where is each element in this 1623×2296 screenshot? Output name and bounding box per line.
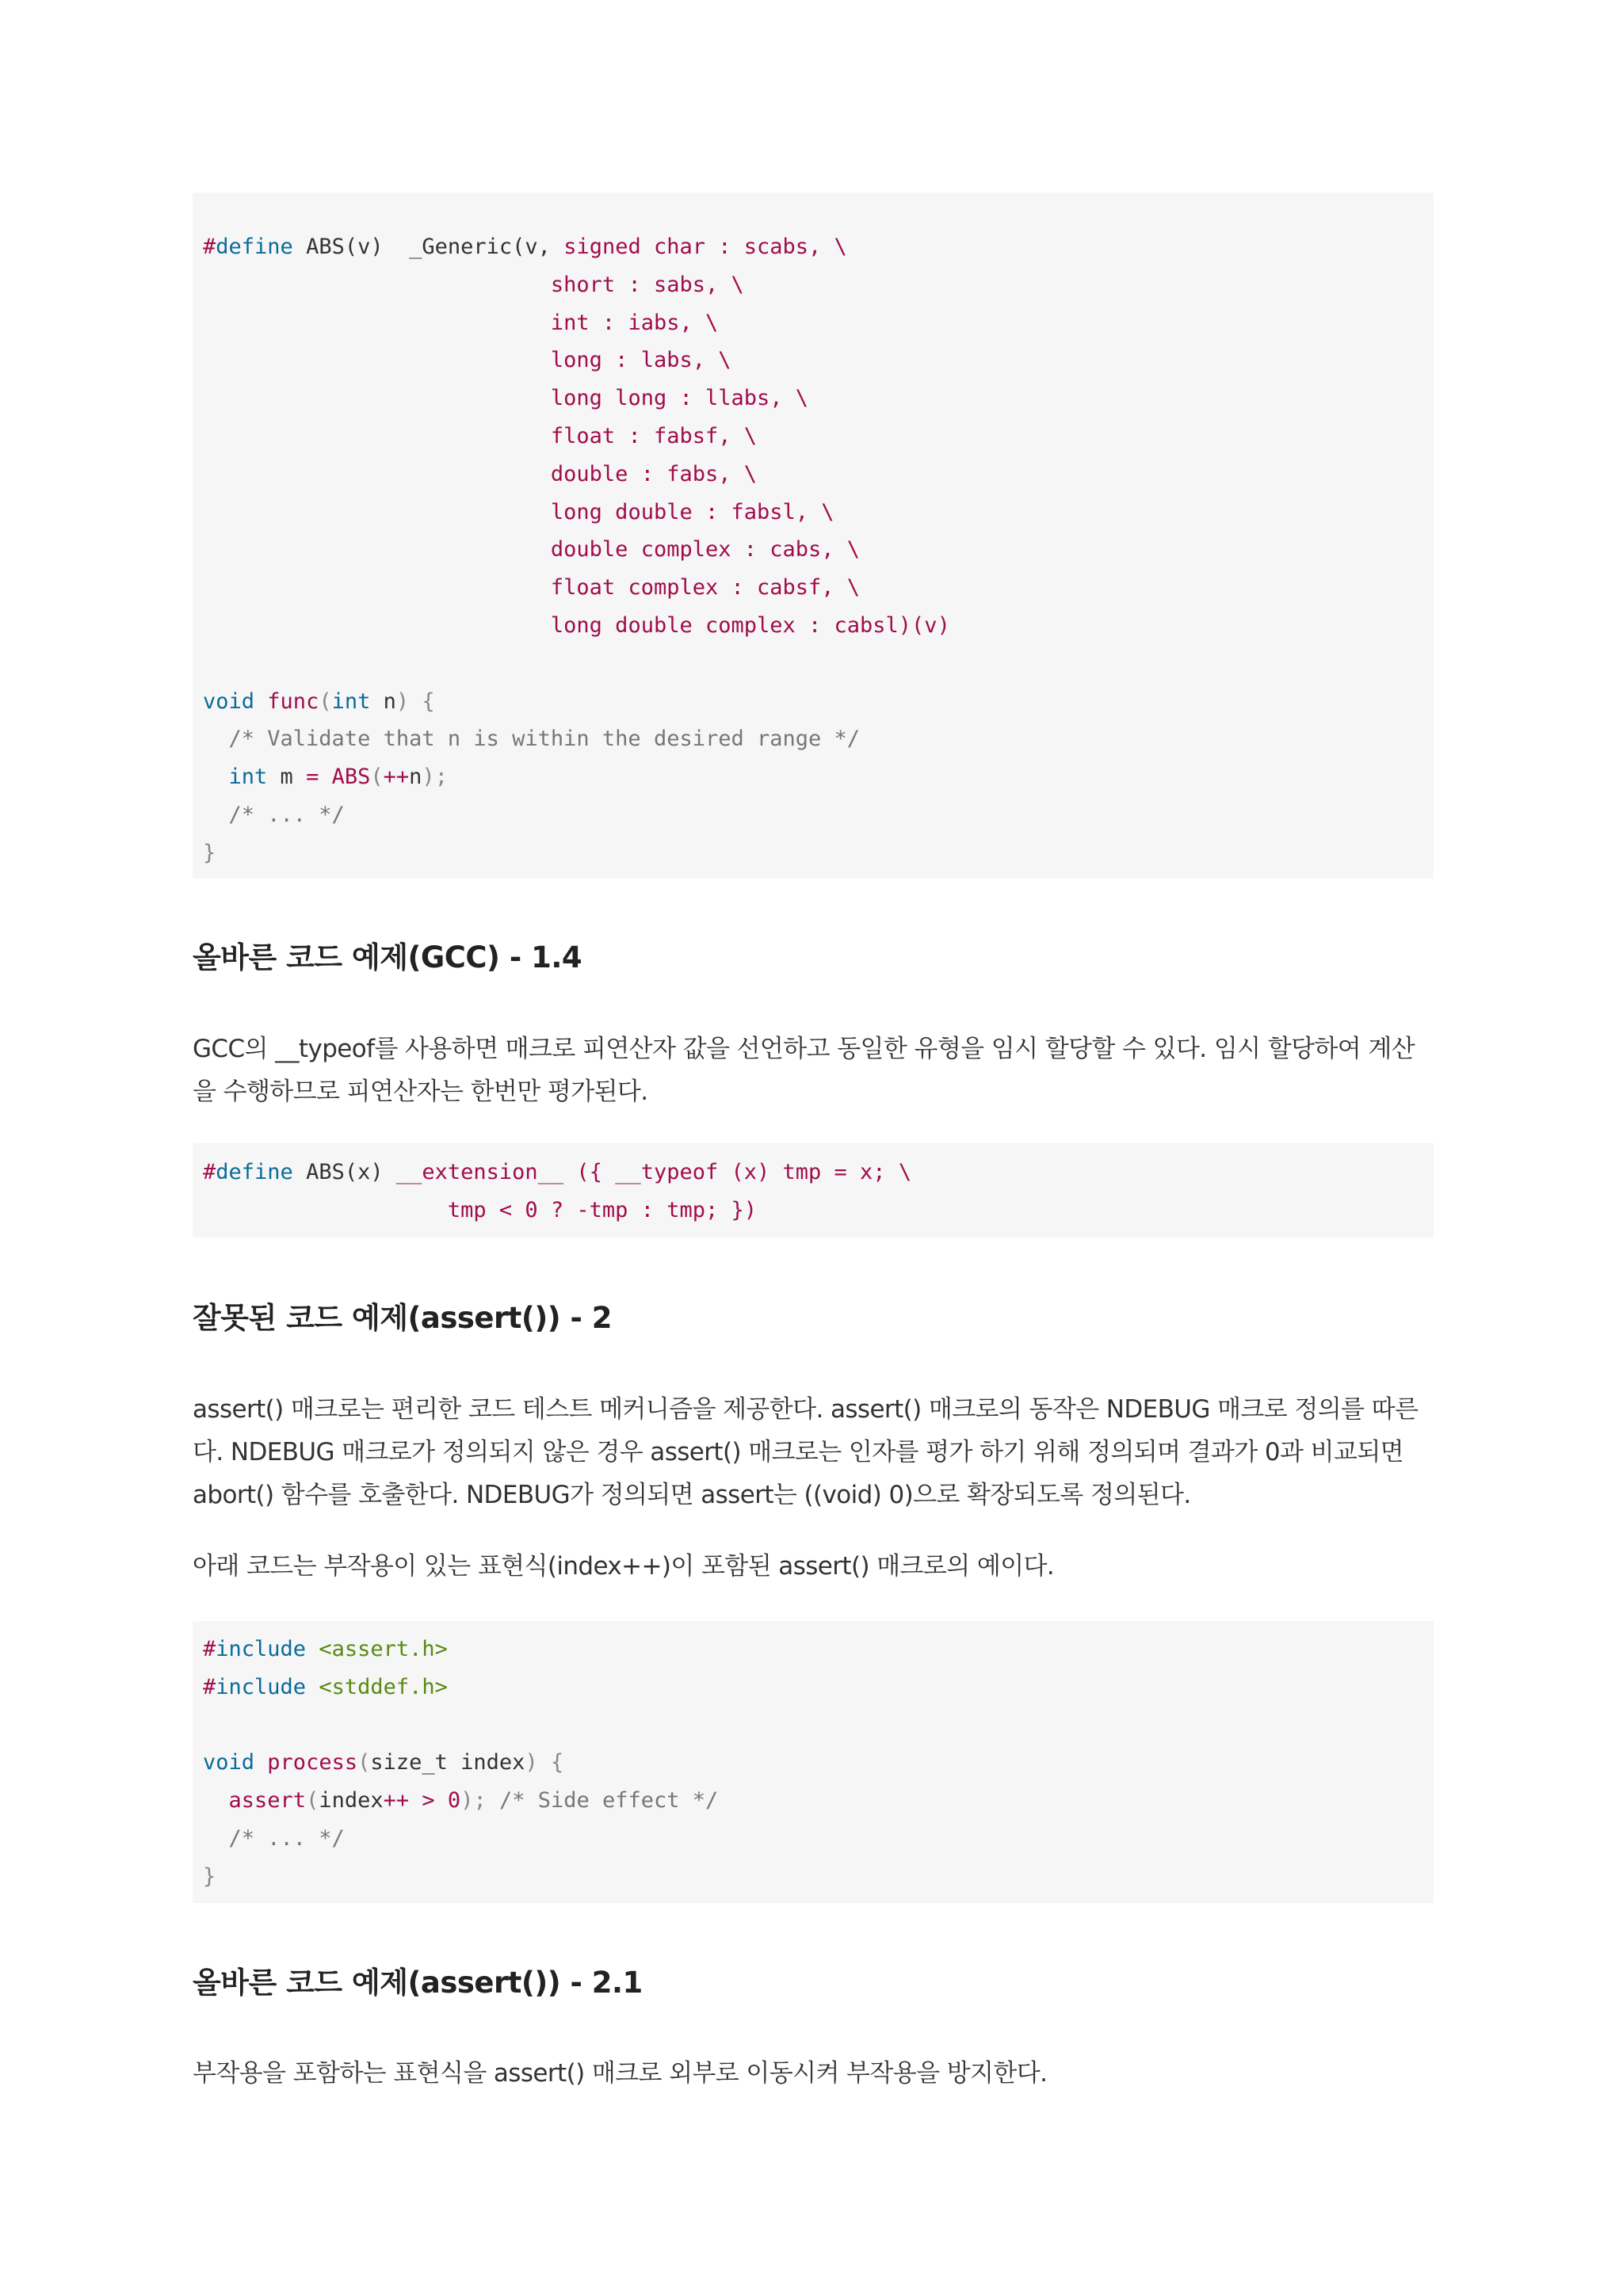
code-line (203, 1160, 911, 1184)
code-token (203, 424, 551, 448)
paragraph-assert-fix: 부작용을 포함하는 표현식을 assert() 매크로 외부로 이동시켜 부작용을 방지한다. (193, 2059, 1048, 2088)
code-token: ( (306, 1788, 319, 1814)
code-line (203, 803, 345, 827)
code-line (203, 348, 731, 372)
code-token: void (203, 688, 255, 714)
code-token (306, 1675, 319, 1699)
heading-noncompliant-assert: 잘못된 코드 예제(assert()) - 2 (193, 1301, 613, 1335)
code-token (203, 273, 551, 297)
code-listing-assert-side-effect (203, 1630, 718, 1896)
code-token: int (228, 765, 268, 790)
code-token: float complex : cabsf, \ (550, 575, 861, 601)
code-token: /* ... */ (228, 1825, 345, 1851)
code-token: > (422, 1788, 435, 1814)
code-line (203, 575, 860, 600)
code-token (203, 575, 551, 600)
paragraph-assert-example-intro: 아래 코드는 부작용이 있는 표현식(index++)이 포함된 assert() 매크로의 예이다. (193, 1552, 1055, 1581)
heading-compliant-gcc: 올바른 코드 예제(GCC) - 1.4 (193, 940, 582, 974)
code-token (487, 1788, 499, 1813)
code-token: double : fabs, \ (550, 461, 757, 486)
code-token (203, 311, 551, 335)
code-token: ++ (383, 1788, 410, 1814)
code-token: = (306, 765, 319, 790)
code-token: void (203, 1750, 255, 1775)
code-token: short : sabs, \ (550, 272, 744, 297)
code-token: process (267, 1750, 358, 1775)
code-token (203, 803, 229, 827)
code-token: __extension__ ({ __typeof (x) tmp = x; \ (395, 1160, 912, 1184)
code-token: n (409, 765, 422, 790)
code-token: int : iabs, \ (550, 310, 719, 335)
code-token: long double : fabsl, \ (550, 499, 834, 524)
code-token (203, 727, 229, 751)
code-line (203, 689, 435, 714)
code-listing-typeof-abs (203, 1154, 911, 1230)
code-token: n (370, 688, 396, 714)
code-token: long : labs, \ (550, 348, 731, 373)
code-line (203, 500, 834, 524)
code-token (203, 386, 551, 410)
code-token: ) (525, 1750, 538, 1775)
code-token: /* Validate that n is within the desired range */ (228, 727, 861, 752)
code-token: include (216, 1674, 307, 1699)
code-token (319, 765, 331, 789)
code-token (203, 1788, 229, 1813)
code-token: ) (395, 688, 410, 714)
code-token: float : fabsf, \ (550, 423, 757, 448)
code-token (203, 1198, 448, 1222)
code-token (203, 348, 551, 372)
code-token: long long : llabs, \ (550, 386, 809, 411)
code-token: func (267, 688, 319, 714)
code-token: } (203, 840, 216, 865)
code-token: assert (228, 1788, 307, 1814)
code-token: tmp < 0 ? -tmp : tmp; }) (447, 1197, 757, 1222)
code-line (203, 386, 808, 410)
code-token: { (550, 1750, 564, 1775)
code-token: } (203, 1863, 216, 1889)
code-line (203, 765, 448, 789)
code-token: # (203, 1637, 216, 1661)
code-token (409, 1788, 422, 1813)
heading-compliant-assert: 올바른 코드 예제(assert()) - 2.1 (193, 1966, 643, 2000)
code-token: # (203, 235, 216, 259)
code-token (203, 537, 551, 562)
code-line (203, 841, 216, 865)
code-token (254, 1750, 267, 1775)
code-listing-generic-abs (203, 228, 950, 872)
code-token: ( (357, 1750, 371, 1775)
code-token: ); (460, 1788, 487, 1814)
code-token (203, 500, 551, 524)
code-token: double complex : cabs, \ (550, 537, 861, 563)
code-line (203, 537, 860, 562)
code-line (203, 1864, 216, 1889)
code-token: 0 (447, 1788, 461, 1814)
code-token: /* Side effect */ (498, 1788, 719, 1814)
code-line (203, 273, 744, 297)
code-token: index (319, 1788, 384, 1814)
code-token: long double complex : cabsl)(v) (550, 612, 950, 638)
code-token: int (331, 688, 371, 714)
code-token: define (216, 1160, 293, 1184)
code-token: { (422, 688, 435, 714)
code-token: include (216, 1637, 307, 1661)
code-line (203, 1198, 757, 1222)
code-token: # (203, 1674, 216, 1699)
code-token: ++ (383, 765, 410, 790)
code-token: <assert.h> (319, 1637, 448, 1661)
code-line (203, 462, 757, 486)
code-line (203, 613, 950, 638)
code-line (203, 1675, 448, 1699)
paragraph-assert-explanation: assert() 매크로는 편리한 코드 테스트 메커니즘을 제공한다. assert() 매크로의 동작은 NDEBUG 매크로 정의를 따른다. NDEBUG 매크로가 정의되지 않은 경우 assert() 매크로는 인자를 평가 하기 위해 정의되며 결과가 0과 비교되면 abort() 함수를 호출한다. NDEBUG가 정의되면 assert는 ((void) 0)으로 확장되도록 정의된다. (193, 1395, 1419, 1509)
code-token: define (216, 235, 293, 259)
code-token (306, 1637, 319, 1661)
code-token: # (203, 1160, 216, 1184)
code-token: ( (319, 688, 332, 714)
code-token: <stddef.h> (319, 1674, 448, 1699)
code-token: ABS (331, 765, 371, 790)
code-line (203, 1750, 563, 1775)
code-token (203, 765, 229, 789)
code-line (203, 235, 847, 259)
code-token (538, 1750, 551, 1775)
code-token (203, 613, 551, 638)
code-token: /* ... */ (228, 802, 345, 827)
code-token: m (267, 765, 307, 790)
code-token: signed char : scabs, \ (563, 235, 847, 259)
code-token (435, 1788, 448, 1813)
code-token: size_t index (370, 1750, 525, 1775)
code-line (203, 424, 757, 448)
code-token: ABS(v) _Generic(v, (292, 235, 564, 259)
code-token: ( (370, 765, 384, 790)
code-token (254, 689, 267, 714)
code-line (203, 727, 860, 751)
code-token (203, 462, 551, 486)
code-token: ABS(x) (292, 1160, 396, 1184)
code-line (203, 311, 718, 335)
code-token: ); (422, 765, 448, 790)
code-token (203, 1826, 229, 1851)
paragraph-typeof-explanation: GCC의 __typeof를 사용하면 매크로 피연산자 값을 선언하고 동일한 유형을 임시 할당할 수 있다. 임시 할당하여 계산을 수행하므로 피연산자는 한번만 평가된다. (193, 1035, 1415, 1106)
code-line (203, 1637, 448, 1661)
code-line (203, 1788, 718, 1813)
code-line (203, 1826, 345, 1851)
code-token (409, 689, 422, 714)
